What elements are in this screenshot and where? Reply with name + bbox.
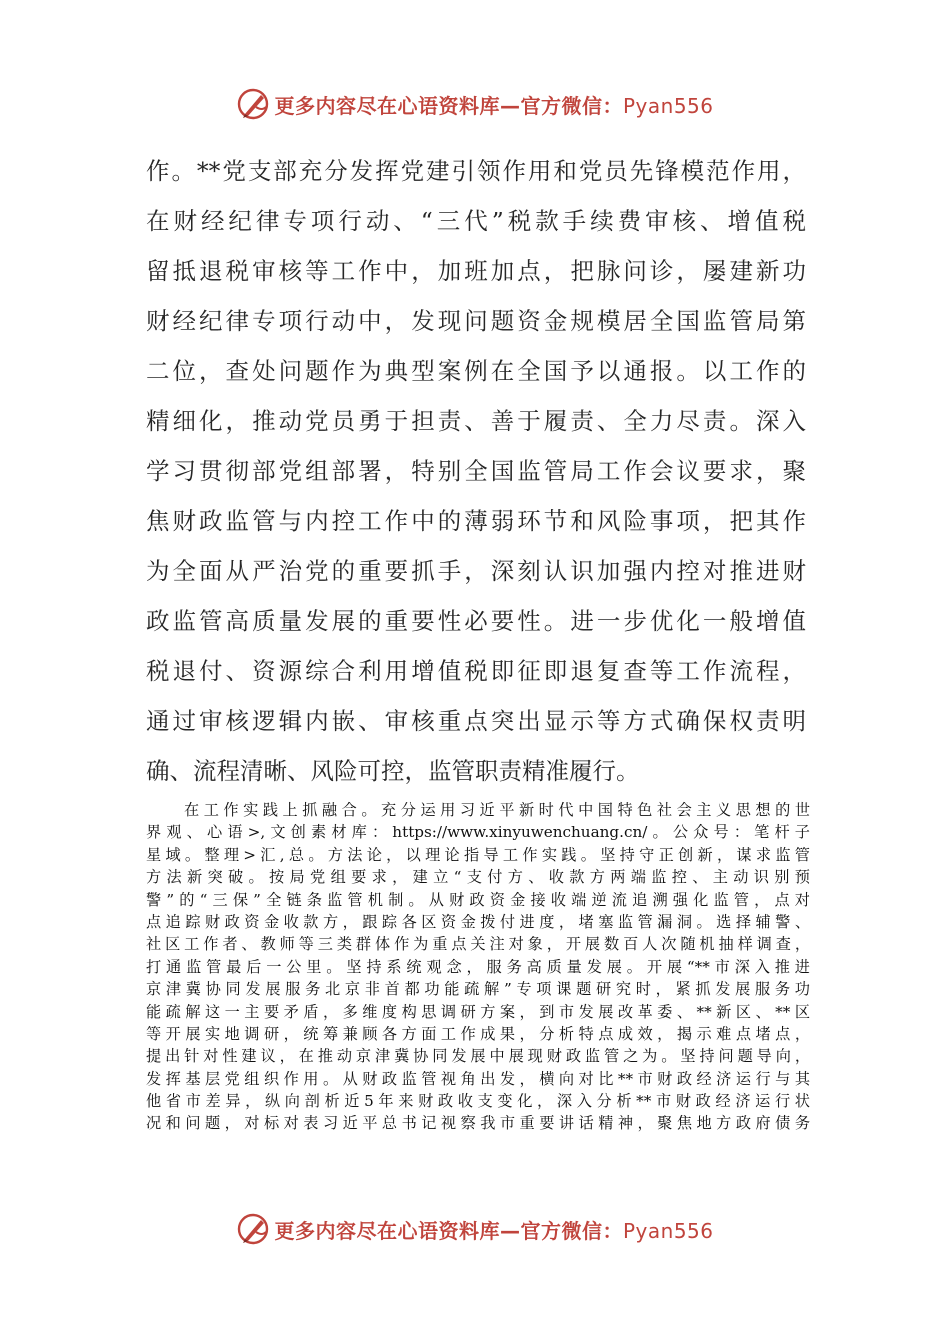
paragraph-line: 点追踪财政资金收款方，跟踪各区资金拨付进度，堵塞监管漏洞。选择辅警、 [146, 912, 810, 931]
large-paragraph [146, 146, 806, 796]
small-paragraph [146, 799, 810, 1135]
paragraph-line: 在工作实践上抓融合。充分运用习近平新时代中国特色社会主义思想的世 [184, 801, 810, 819]
paragraph-line: 通过审核逻辑内嵌、审核重点突出显示等方式确保权责明 [146, 707, 806, 735]
paragraph-line: 社区工作者、教师等三类群体作为重点关注对象，开展数百人次随机抽样调查， [146, 935, 810, 954]
banner-label: 更多内容尽在心语资料库—官方微信： [274, 93, 623, 118]
paragraph-line: 京津冀协同发展服务北京非首都功能疏解”专项课题研究时，紧抓发展服务功 [146, 980, 810, 999]
paragraph-line: 提出针对性建议，在推动京津冀协同发展中展现财政监管之为。坚持问题导向， [146, 1047, 810, 1066]
paragraph-line: 学习贯彻部党组部署，特别全国监管局工作会议要求，聚 [146, 457, 806, 485]
banner-label: 更多内容尽在心语资料库—官方微信： [274, 1218, 623, 1243]
paragraph-line: 打通监管最后一公里。坚持系统观念，服务高质量发展。开展“**市深入推进 [146, 957, 810, 976]
paragraph-line: 焦财政监管与内控工作中的薄弱环节和风险事项，把其作 [146, 507, 806, 535]
paragraph-line: 为全面从严治党的重要抓手，深刻认识加强内控对推进财 [146, 557, 806, 585]
paragraph-line: 发挥基层党组织作用。从财政监管视角出发，横向对比**市财政经济运行与其 [146, 1069, 810, 1088]
wechat-id: Pyan556 [622, 93, 714, 118]
paragraph-line: 他省市差异，纵向剖析近5年来财政收支变化，深入分析**市财政经济运行状 [146, 1092, 810, 1111]
header-banner [0, 84, 950, 124]
paragraph-line: 二位，查处问题作为典型案例在全国予以通报。以工作的 [146, 357, 806, 385]
paragraph-line: 等开展实地调研，统筹兼顾各方面工作成果，分析特点成效，揭示难点堵点， [146, 1024, 810, 1043]
wechat-id: Pyan556 [622, 1218, 714, 1243]
paragraph-line: 确、流程清晰、风险可控，监管职责精准履行。 [146, 757, 640, 785]
paragraph-line: 财经纪律专项行动中，发现问题资金规模居全国监管局第 [146, 307, 806, 335]
paragraph-line: 星域。整理>汇,总。方法论，以理论指导工作实践。坚持守正创新，谋求监管 [146, 845, 810, 864]
pen-logo-icon [236, 1212, 270, 1246]
paragraph-line: 在财经纪律专项行动、“三代”税款手续费审核、增值税 [146, 207, 806, 235]
paragraph-line: 留抵退税审核等工作中，加班加点，把脉问诊，屡建新功 [146, 257, 806, 285]
paragraph-line: 政监管高质量发展的重要性必要性。进一步优化一般增值 [146, 607, 806, 635]
paragraph-line: 能疏解这一主要矛盾，多维度构思调研方案，到市发展改革委、**新区、**区 [146, 1002, 810, 1021]
pen-logo-icon [236, 87, 270, 121]
paragraph-line: 税退付、资源综合利用增值税即征即退复查等工作流程， [146, 657, 806, 685]
footer-banner [0, 1209, 950, 1249]
paragraph-line: 方法新突破。按局党组要求，建立“支付方、收款方两端监控、主动识别预 [146, 868, 810, 887]
paragraph-line: 况和问题，对标对表习近平总书记视察我市重要讲话精神，聚焦地方政府债务 [146, 1114, 810, 1133]
paragraph-line: 作。**党支部充分发挥党建引领作用和党员先锋模范作用， [146, 157, 806, 185]
paragraph-line: 警”的“三保”全链条监管机制。从财政资金接收端逆流追溯强化监管，点对 [146, 890, 810, 909]
paragraph-line: 精细化，推动党员勇于担责、善于履责、全力尽责。深入 [146, 407, 806, 435]
paragraph-line: 界观、心语>,文创素材库：https://www.xinyuwenchuang.cn/。公众号：笔杆子 [146, 823, 810, 842]
